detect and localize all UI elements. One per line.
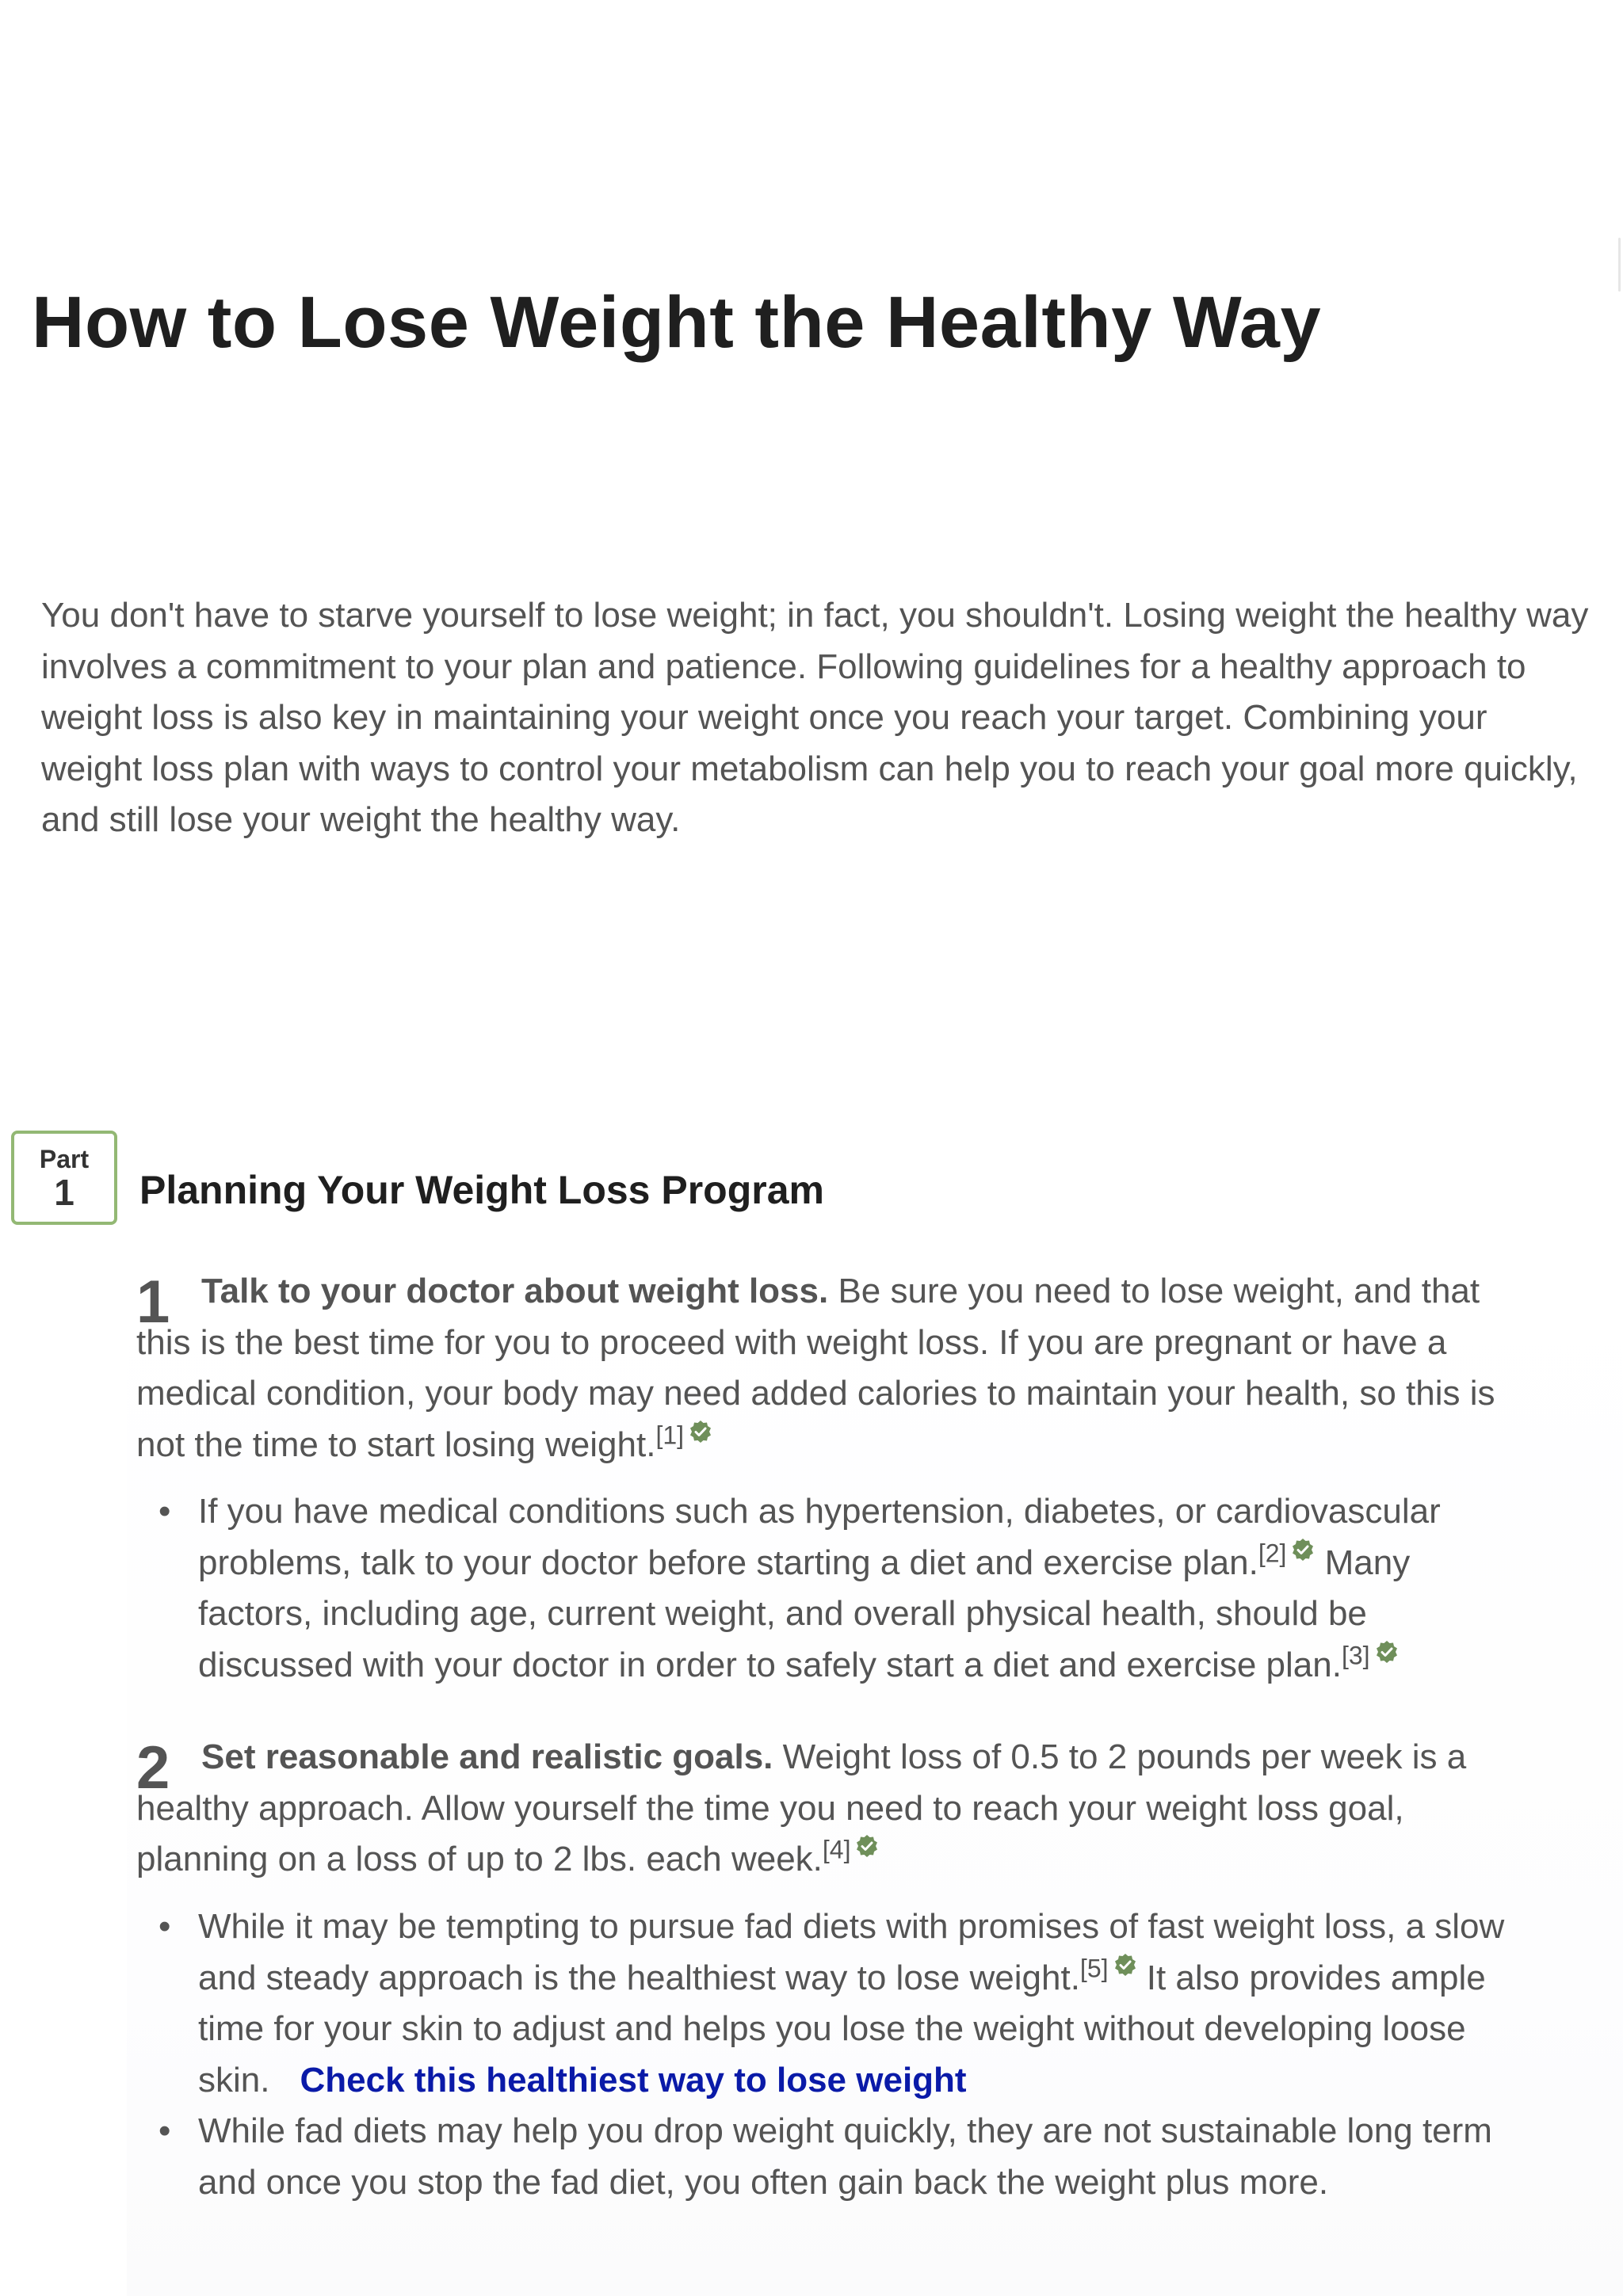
reference-link[interactable]: [5]	[1079, 1953, 1109, 1982]
reference-link[interactable]: [4]	[822, 1835, 851, 1864]
verified-check-icon	[1375, 1640, 1399, 1664]
part-number: 1	[54, 1172, 74, 1213]
step-number: 2	[136, 1734, 170, 1802]
part-label: Part	[39, 1145, 90, 1173]
step-text	[136, 1732, 1531, 1886]
article-title: How to Lose Weight the Healthy Way	[32, 282, 1322, 363]
reference-link[interactable]: [2]	[1258, 1538, 1287, 1567]
verified-check-icon	[689, 1420, 712, 1444]
step-1-bullets	[136, 1486, 1531, 1691]
step-body: Be sure you need to lose weight, and that this is the best time for you to proceed with weight loss. If you are pregnant or have a medical condition, your body may need added calories to maintain your health, so this is not the time to start losing weight.	[136, 1272, 1495, 1464]
part-badge	[11, 1131, 117, 1225]
scrollbar-edge[interactable]	[1618, 238, 1621, 292]
article-intro: You don't have to starve yourself to lose weight; in fact, you shouldn't. Losing weight the healthy way involves a commitment to your plan and patience. Following guidelines for a healthy approach to weight loss is also key in maintaining your weight once you reach your target. Combining your weight loss plan with ways to control your metabolism can help you to reach your goal more quickly, and still lose your weight the healthy way.	[41, 596, 1589, 839]
list-item: • While fad diets may help you drop weight quickly, they are not sustainable long term and once you stop the fad diet, you often gain back the weight plus more.	[136, 2106, 1531, 2208]
step-heading: Talk to your doctor about weight loss.	[201, 1272, 829, 1310]
reference-link[interactable]: [1]	[655, 1420, 685, 1449]
verified-check-icon	[855, 1834, 879, 1858]
verified-check-icon	[1113, 1953, 1137, 1977]
step-heading: Set reasonable and realistic goals.	[201, 1737, 773, 1776]
step-body: Weight loss of 0.5 to 2 pounds per week is a healthy approach. Allow yourself the time you need to reach your weight loss goal, planning on a loss of up to 2 lbs. each week.	[136, 1737, 1467, 1878]
list-item: • If you have medical conditions such as hypertension, diabetes, or cardiovascular problems, talk to your doctor before starting a diet and exercise plan.[2] Many factors, including age, current weight, and overall physical health, should be discussed with your doctor in order to safely start a diet and exercise plan.[3]	[136, 1486, 1531, 1691]
healthiest-way-link[interactable]: Check this healthiest way to lose weight	[300, 2060, 967, 2100]
step-1	[136, 1266, 1531, 1470]
step-number: 1	[136, 1268, 170, 1336]
step-text	[136, 1266, 1531, 1470]
verified-check-icon	[1291, 1538, 1315, 1562]
step-2-bullets	[136, 1901, 1531, 2208]
step-2	[136, 1732, 1531, 1886]
list-item: • While it may be tempting to pursue fad diets with promises of fast weight loss, a slow and steady approach is the healthiest way to lose weight.[5] It also provides ample time for your skin to adjust and helps you lose the weight without developing loose skin. Check this healthiest way to lose weight	[136, 1901, 1531, 2106]
reference-link[interactable]: [3]	[1341, 1640, 1370, 1669]
part-title: Planning Your Weight Loss Program	[139, 1168, 824, 1212]
